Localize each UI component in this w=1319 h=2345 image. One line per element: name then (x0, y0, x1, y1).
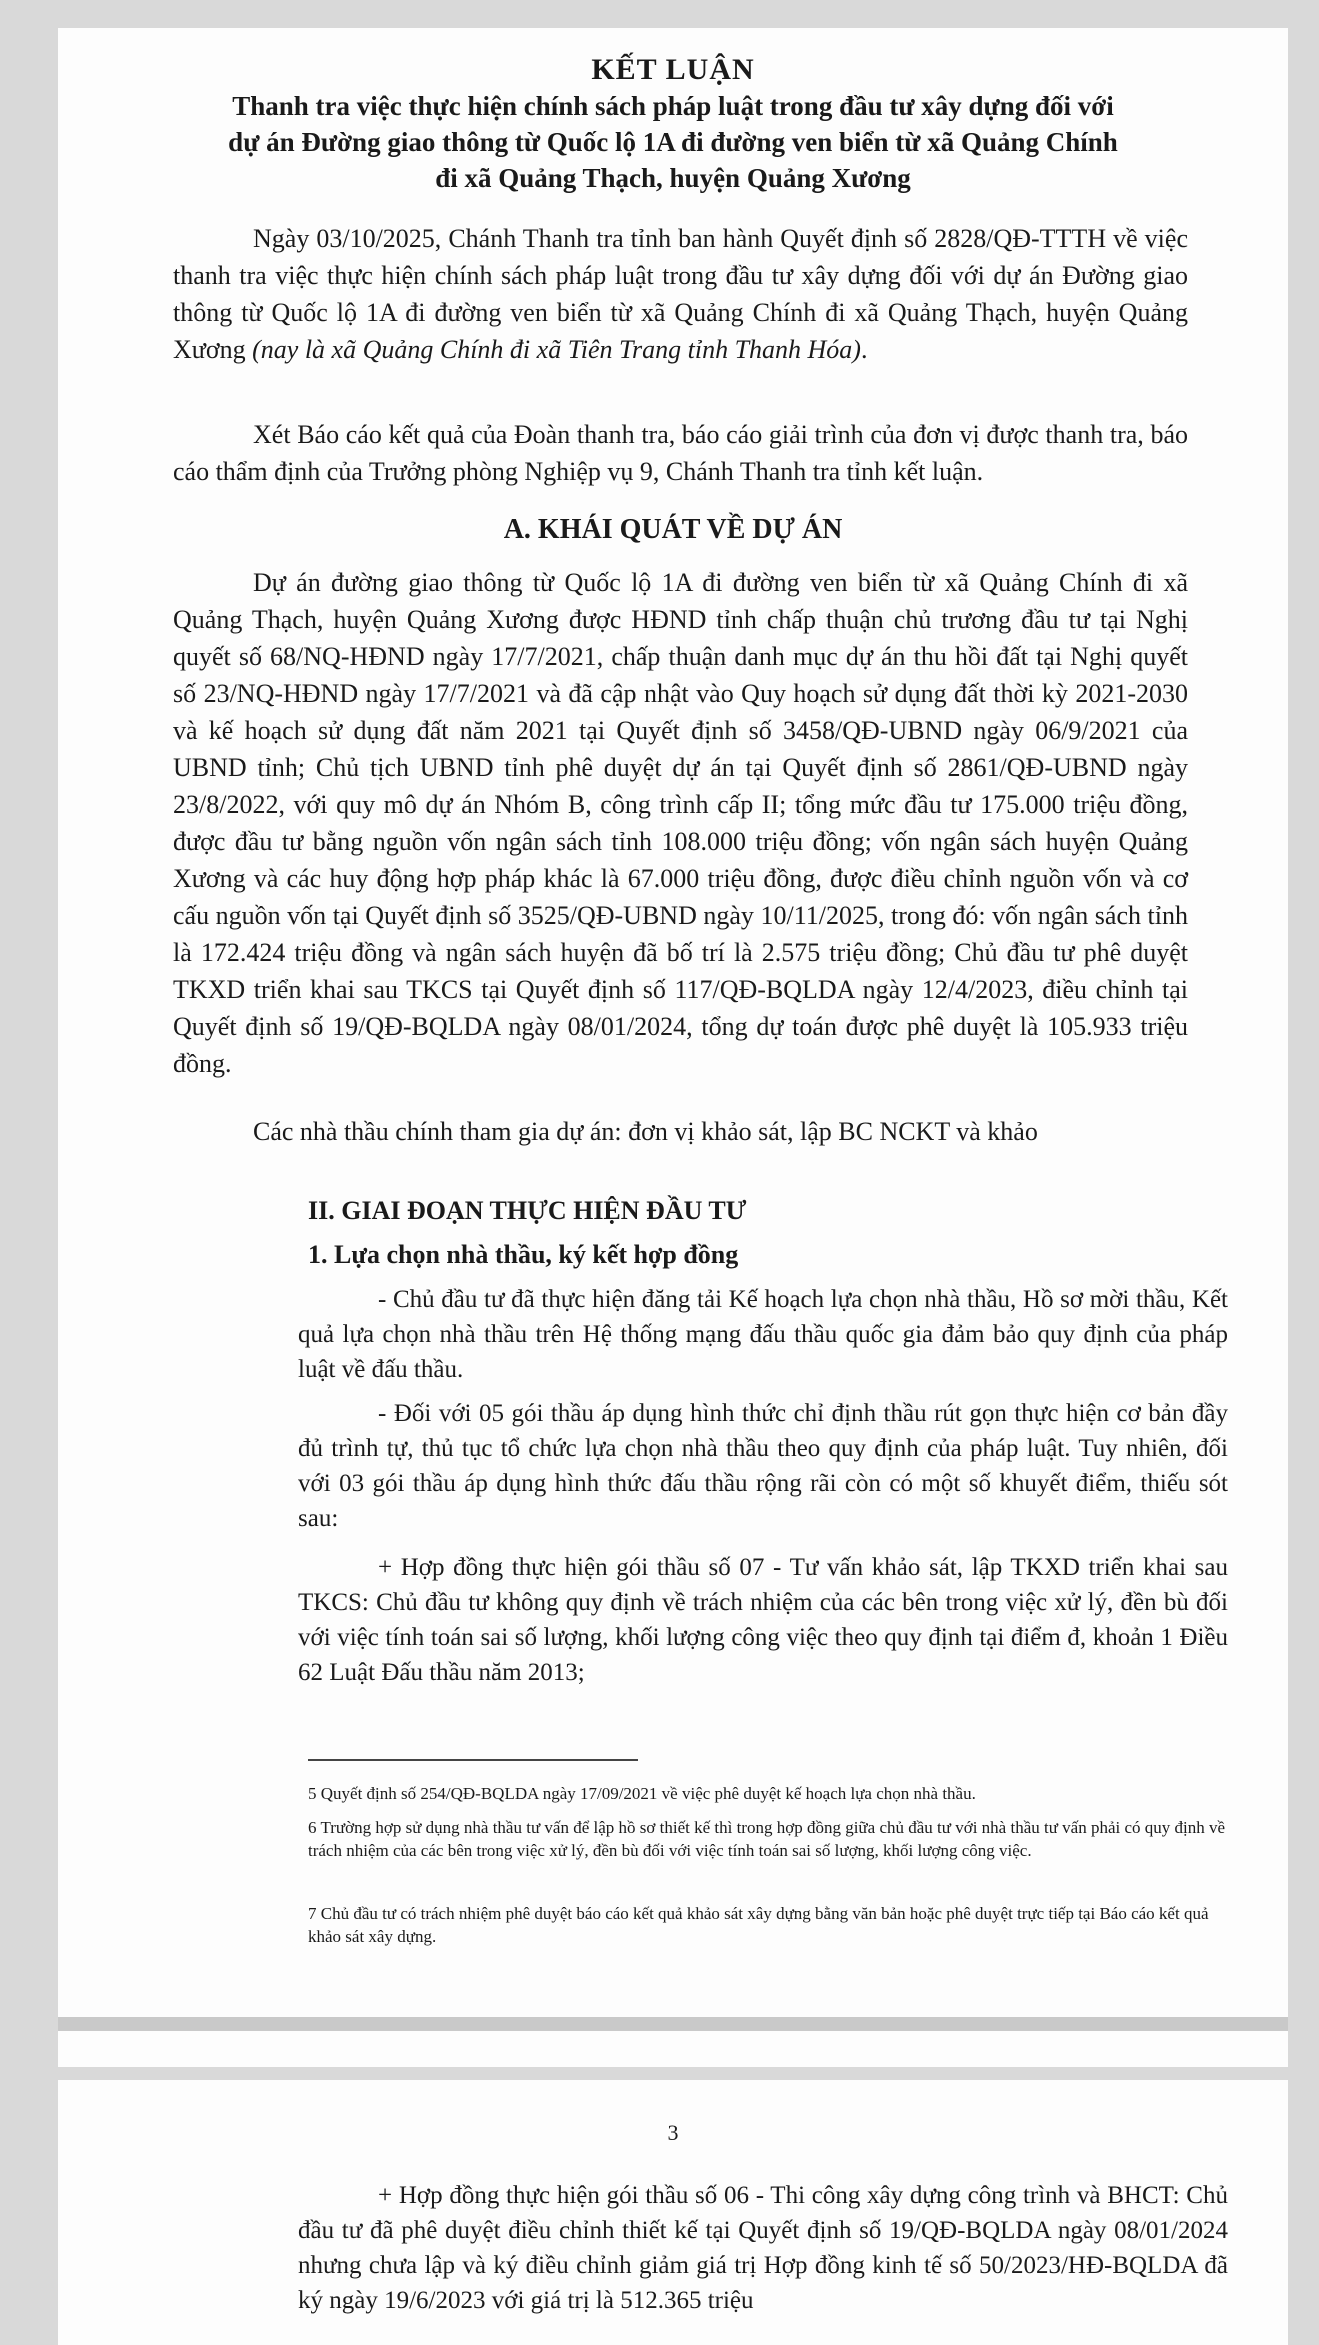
title-line-3: đi xã Quảng Thạch, huyện Quảng Xương (435, 163, 911, 193)
document-page-next (58, 2080, 1288, 2345)
footnote-7: 7 Chủ đầu tư có trách nhiệm phê duyệt báo cáo kết quả khảo sát xây dựng bằng văn bản hoặc phê duyệt trực tiếp tại Báo cáo kết quả khảo sát xây dựng. (308, 1904, 1209, 1946)
section-a-paragraph: Dự án đường giao thông từ Quốc lộ 1A đi đường ven biển từ xã Quảng Chính đi xã Quảng Thạch, huyện Quảng Xương được HĐND tỉnh chấp thuận chủ trương đầu tư tại Nghị quyết số 68/NQ-HĐND ngày 17/7/2021, chấp thuận danh mục dự án thu hồi đất tại Nghị quyết số 23/NQ-HĐND ngày 17/7/2021 và đã cập nhật vào Quy hoạch sử dụng đất thời kỳ 2021-2030 và kế hoạch sử dụng đất năm 2021 tại Quyết định số 3458/QĐ-UBND ngày 06/9/2021 của UBND tỉnh; Chủ tịch UBND tỉnh phê duyệt dự án tại Quyết định số 2861/QĐ-UBND ngày 23/8/2022, với quy mô dự án Nhóm B, công trình cấp II; tổng mức đầu tư 175.000 triệu đồng, được đầu tư bằng nguồn vốn ngân sách tỉnh 108.000 triệu đồng; vốn ngân sách huyện Quảng Xương và các huy động hợp pháp khác là 67.000 triệu đồng, được điều chỉnh nguồn vốn và cơ cấu nguồn vốn tại Quyết định số 3525/QĐ-UBND ngày 10/11/2025, trong đó: vốn ngân sách tỉnh là 172.424 triệu đồng và ngân sách huyện đã bố trí là 2.575 triệu đồng; Chủ đầu tư phê duyệt TKXD triển khai sau TKCS tại Quyết định số 117/QĐ-BQLDA ngày 12/4/2023, điều chỉnh tại Quyết định số 19/QĐ-BQLDA ngày 08/01/2024, tổng dự toán được phê duyệt là 105.933 triệu đồng. (173, 568, 1188, 1078)
plus-paragraph-1: + Hợp đồng thực hiện gói thầu số 07 - Tư vấn khảo sát, lập TKXD triển khai sau TKCS: Chủ đầu tư không quy định về trách nhiệm của các bên trong việc xử lý, đền bù đối với việc tính toán sai số lượng, khối lượng công việc theo quy định tại điểm đ, khoản 1 Điều 62 Luật Đấu thầu năm 2013; (298, 1554, 1228, 1686)
section-a-heading: A. KHÁI QUÁT VỀ DỰ ÁN (503, 514, 843, 545)
title-line-2: dự án Đường giao thông từ Quốc lộ 1A đi đường ven biển từ xã Quảng Chính (228, 127, 1118, 157)
intro-end: . (860, 335, 868, 364)
title-line-1: Thanh tra việc thực hiện chính sách pháp luật trong đầu tư xây dựng đối với (232, 91, 1114, 121)
intro-italic-note: (nay là xã Quảng Chính đi xã Tiên Trang tỉnh Thanh Hóa) (252, 335, 861, 364)
plus-paragraph-2: + Hợp đồng thực hiện gói thầu số 06 - Thi công xây dựng công trình và BHCT: Chủ đầu tư đã phê duyệt điều chỉnh thiết kế tại Quyết định số 19/QĐ-BQLDA ngày 08/01/2024 nhưng chưa lập và ký điều chỉnh giảm giá trị Hợp đồng kinh tế số 50/2023/HĐ-BQLDA đã ký ngày 19/6/2023 với giá trị là 512.365 triệu (298, 2182, 1228, 2314)
bullet-paragraph-2: - Đối với 05 gói thầu áp dụng hình thức chỉ định thầu rút gọn thực hiện cơ bản đầy đủ trình tự, thủ tục tổ chức lựa chọn nhà thầu theo quy định của pháp luật. Tuy nhiên, đối với 03 gói thầu áp dụng hình thức đấu thầu rộng rãi còn có một số khuyết điểm, thiếu sót sau: (298, 1400, 1228, 1532)
document-title (58, 52, 1288, 196)
document-page-middle (58, 1162, 1288, 2067)
subsection-1-heading: 1. Lựa chọn nhà thầu, ký kết hợp đồng (308, 1240, 739, 1269)
intro-paragraph-1 (173, 220, 1188, 368)
page-break-band (58, 2017, 1288, 2031)
section-a-paragraph-2: Các nhà thầu chính tham gia dự án: đơn vị khảo sát, lập BC NCKT và khảo (253, 1117, 1038, 1146)
title-heading: KẾT LUẬN (591, 53, 755, 86)
section-ii-heading: II. GIAI ĐOẠN THỰC HIỆN ĐẦU TƯ (308, 1196, 747, 1225)
document-page-top (58, 28, 1288, 1163)
footnote-6: 6 Trường hợp sử dụng nhà thầu tư vấn để lập hồ sơ thiết kế thì trong hợp đồng giữa chủ đầu tư với nhà thầu tư vấn phải có quy định về trách nhiệm của các bên trong việc xử lý, đền bù đối với việc tính toán sai số lượng, khối lượng công việc. (308, 1818, 1226, 1860)
page-number: 3 (667, 2120, 679, 2145)
footnote-5: 5 Quyết định số 254/QĐ-BQLDA ngày 17/09/2021 về việc phê duyệt kế hoạch lựa chọn nhà thầu. (308, 1784, 976, 1803)
intro-paragraph-2: Xét Báo cáo kết quả của Đoàn thanh tra, báo cáo giải trình của đơn vị được thanh tra, báo cáo thẩm định của Trưởng phòng Nghiệp vụ 9, Chánh Thanh tra tỉnh kết luận. (173, 420, 1188, 486)
intro-text: Ngày 03/10/2025, Chánh Thanh tra tỉnh ban hành Quyết định số 2828/QĐ-TTTH về việc thanh tra việc thực hiện chính sách pháp luật trong đầu tư xây dựng đối với dự án Đường giao thông từ Quốc lộ 1A đi đường ven biển từ xã Quảng Chính đi xã Quảng Thạch, huyện Quảng Xương (173, 224, 1188, 364)
footnote-separator (308, 1759, 638, 1761)
bullet-paragraph-1: - Chủ đầu tư đã thực hiện đăng tải Kế hoạch lựa chọn nhà thầu, Hồ sơ mời thầu, Kết quả lựa chọn nhà thầu trên Hệ thống mạng đấu thầu quốc gia đảm bảo quy định của pháp luật về đấu thầu. (298, 1286, 1228, 1383)
